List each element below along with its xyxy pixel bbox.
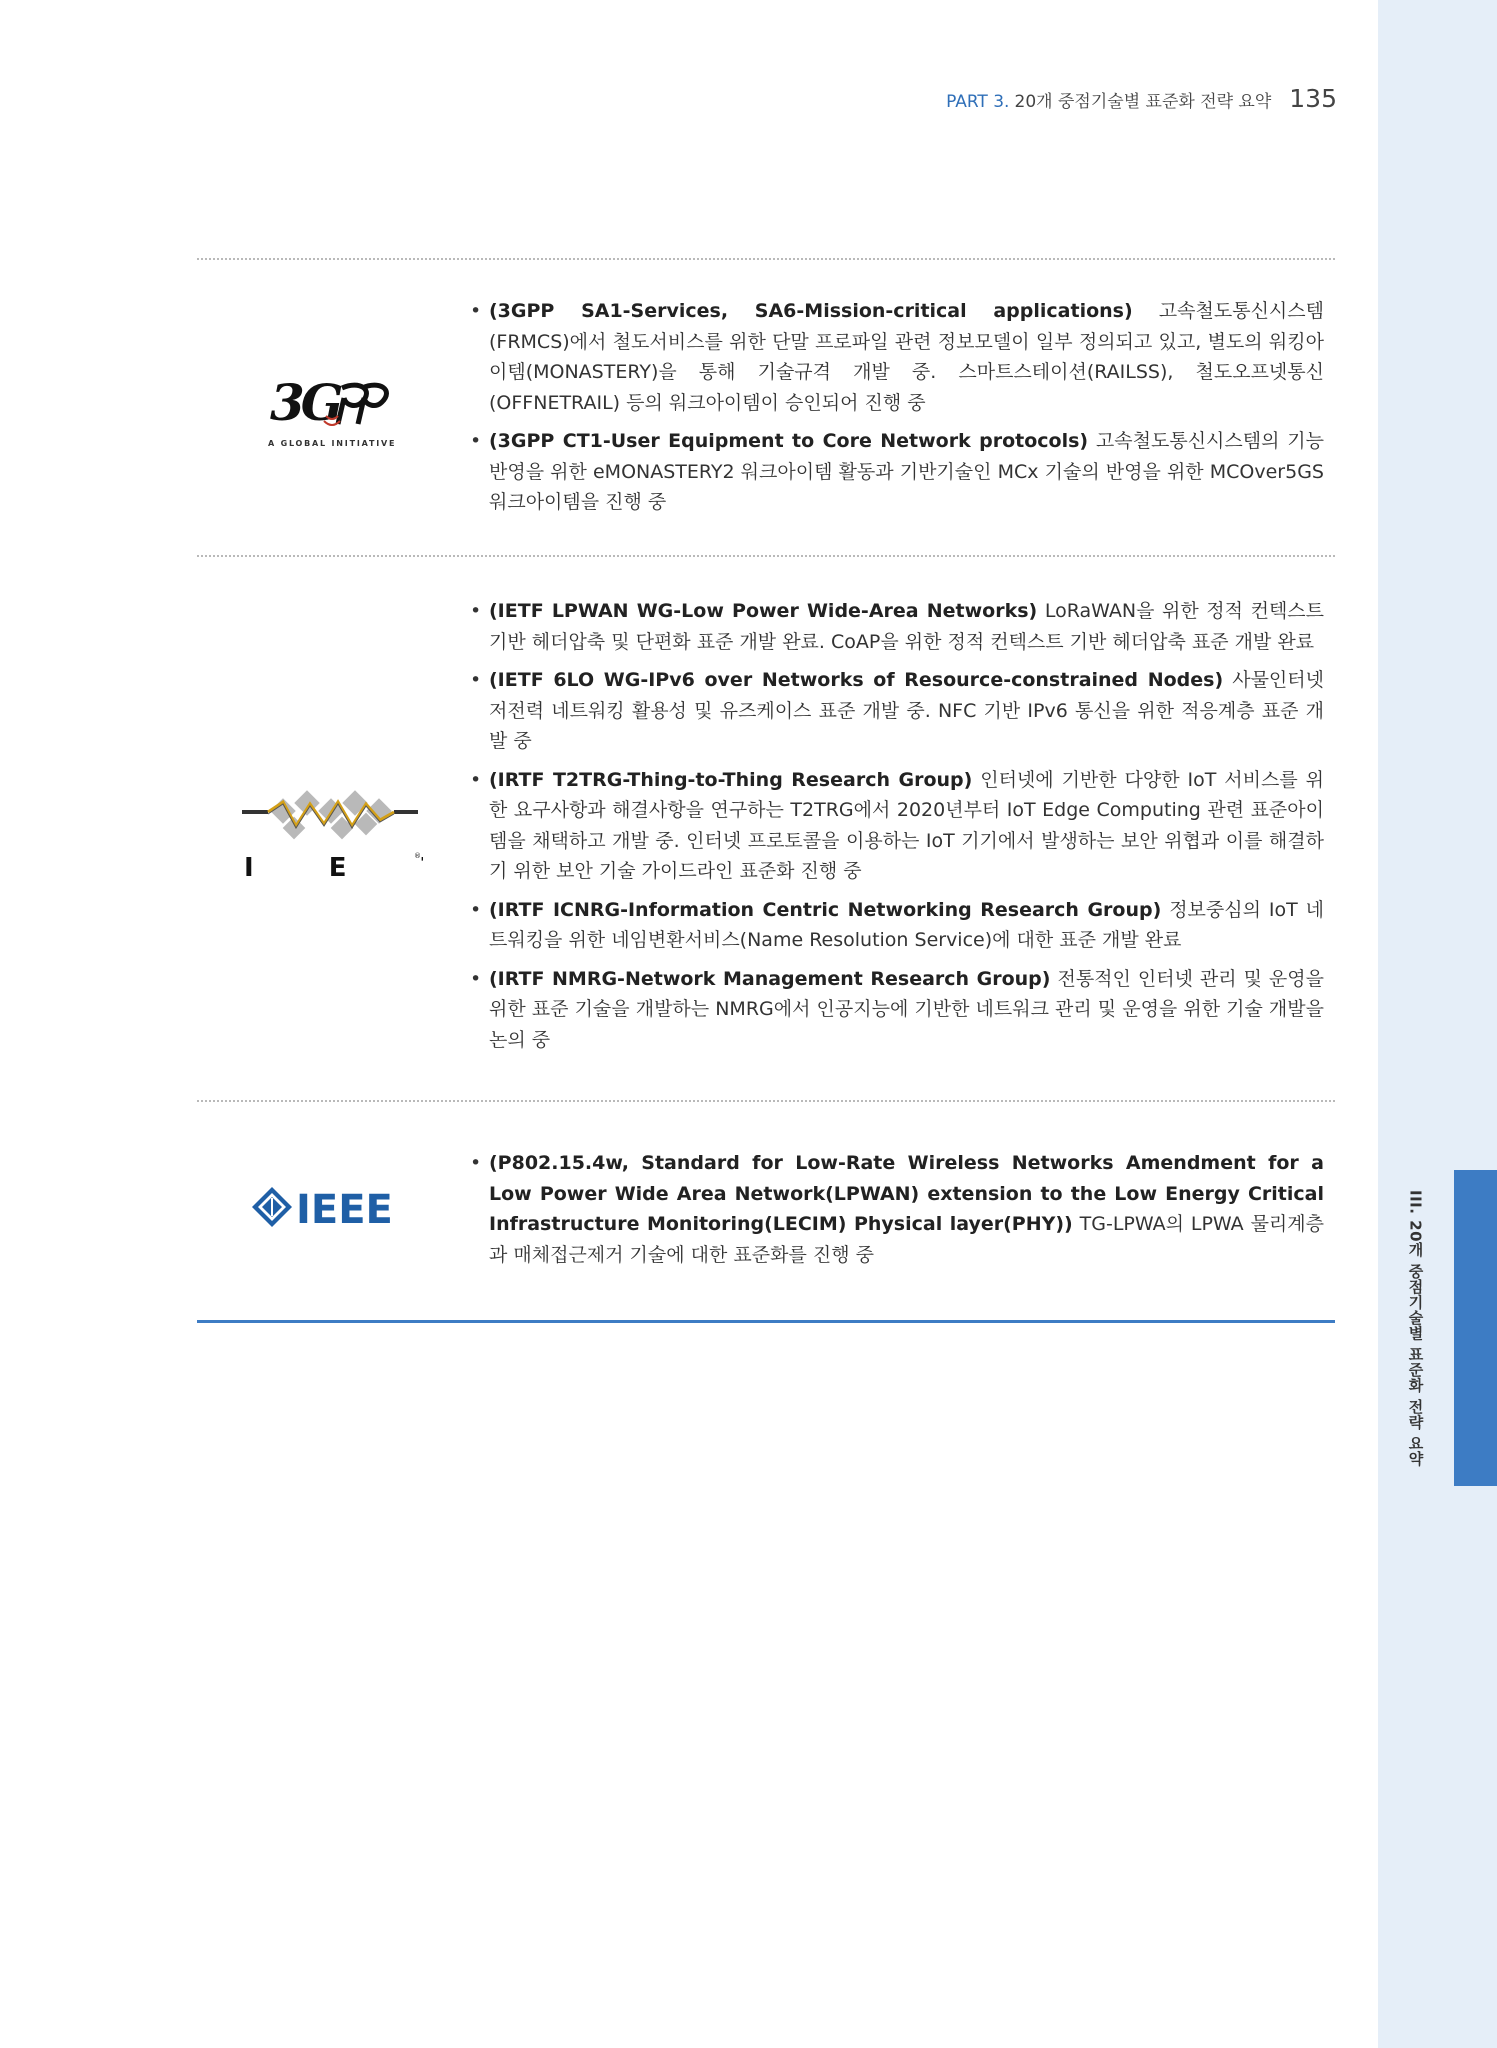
item-body: 고속철도통신시스템의 기능 반영을 위한 eMONASTERY2 워크아이템 활동과 기반기술인 MCx 기술의 반영을 위한 MCOver5GS 워크아이템을 진행 중 [489, 430, 1325, 513]
item-body: 전통적인 인터넷 관리 및 운영을 위한 표준 기술을 개발하는 NMRG에서 인공지능에 기반한 네트워크 관리 및 운영을 위한 기술 개발을 논의 중 [489, 967, 1324, 1051]
section-divider [197, 258, 1335, 260]
header-title [946, 87, 1271, 112]
ieee-wordmark: IEEE [296, 1187, 393, 1233]
ietf-registered-mark: ® [414, 852, 421, 860]
list-item [466, 296, 1324, 418]
page-number: 135 [1289, 84, 1337, 113]
section-ietf-list [466, 596, 1324, 1063]
ietf-logo [238, 780, 423, 885]
item-heading: (IETF LPWAN WG-Low Power Wide-Area Networks) [489, 600, 1038, 622]
item-heading: (IRTF NMRG-Network Management Research Group) [489, 967, 1051, 990]
chapter-tab-label: III. 20개 중점기술별 표준화 전략 요약 [1406, 1189, 1425, 1467]
item-heading: (P802.15.4w, Standard for Low-Rate Wireless Networks Amendment for a Low Power Wide Area Network(LPWAN) extension to the Low Energy Critical Infrastructure Monitoring(LECIM) Physical layer(PHY)) [489, 1152, 1324, 1235]
section-divider [197, 555, 1335, 557]
svg-text:3G: 3G [270, 373, 340, 432]
list-item [466, 596, 1324, 657]
list-item [466, 665, 1324, 757]
list-item [466, 895, 1324, 956]
item-heading: (IETF 6LO WG-IPv6 over Networks of Resource-constrained Nodes) [489, 669, 1224, 691]
ieee-logo [250, 1184, 410, 1234]
list-item [466, 426, 1324, 518]
item-body: TG-LPWA의 LPWA 물리계층과 매체접근제거 기술에 대한 표준화를 진행 중 [489, 1213, 1324, 1266]
item-body: 사물인터넷 저전력 네트워킹 활용성 및 유즈케이스 표준 개발 중. NFC 기반 IPv6 통신을 위한 적응계층 표준 개발 중 [489, 669, 1324, 752]
list-item [466, 765, 1324, 887]
section-divider [197, 1100, 1335, 1102]
item-heading: (3GPP CT1-User Equipment to Core Network protocols) [489, 430, 1089, 452]
header-part: PART 3. [946, 92, 1010, 112]
3gpp-logo [262, 368, 412, 452]
item-body: 인터넷에 기반한 다양한 IoT 서비스를 위한 요구사항과 해결사항을 연구하는 T2TRG에서 2020년부터 IoT Edge Computing 관련 표준아이템을 채택하고 개발 중. 인터넷 프로토콜을 이용하는 IoT 기기에서 발생하는 보안 위협과 이를 해결하기 위한 보안 기술 가이드라인 표준화 진행 중 [489, 768, 1324, 882]
ietf-letters: I E [244, 853, 380, 883]
item-heading: (3GPP SA1-Services, SA6-Mission-critical applications) [489, 300, 1133, 322]
section-end-rule [197, 1320, 1335, 1323]
list-item [466, 1148, 1324, 1270]
item-heading: (IRTF ICNRG-Information Centric Networking Research Group) [489, 898, 1162, 921]
item-body: 고속철도통신시스템(FRMCS)에서 철도서비스를 위한 단말 프로파일 관련 정보모델이 일부 정의되고 있고, 별도의 워킹아이템(MONASTERY)을 통해 기술규격 개발 중. 스마트스테이션(RAILSS), 철도오프넷통신(OFFNETRAIL) 등의 워크아이템이 승인되어 진행 중 [489, 300, 1324, 414]
side-panel [1378, 0, 1497, 2048]
item-body: 정보중심의 IoT 네트워킹을 위한 네임변환서비스(Name Resolution Service)에 대한 표준 개발 완료 [489, 898, 1324, 951]
chapter-tab-label-box [1378, 1170, 1454, 1486]
running-header [946, 84, 1337, 113]
3gpp-tagline: A GLOBAL INITIATIVE [268, 439, 397, 448]
section-ieee-list [466, 1148, 1324, 1278]
item-body: LoRaWAN을 위한 정적 컨텍스트 기반 헤더압축 및 단편화 표준 개발 완료. CoAP을 위한 정적 컨텍스트 기반 헤더압축 표준 개발 완료 [489, 600, 1325, 653]
item-heading: (IRTF T2TRG-Thing-to-Thing Research Group) [489, 768, 973, 791]
section-3gpp-list [466, 296, 1324, 526]
list-item [466, 964, 1324, 1056]
header-chapter-title: 20개 중점기술별 표준화 전략 요약 [1014, 92, 1272, 112]
